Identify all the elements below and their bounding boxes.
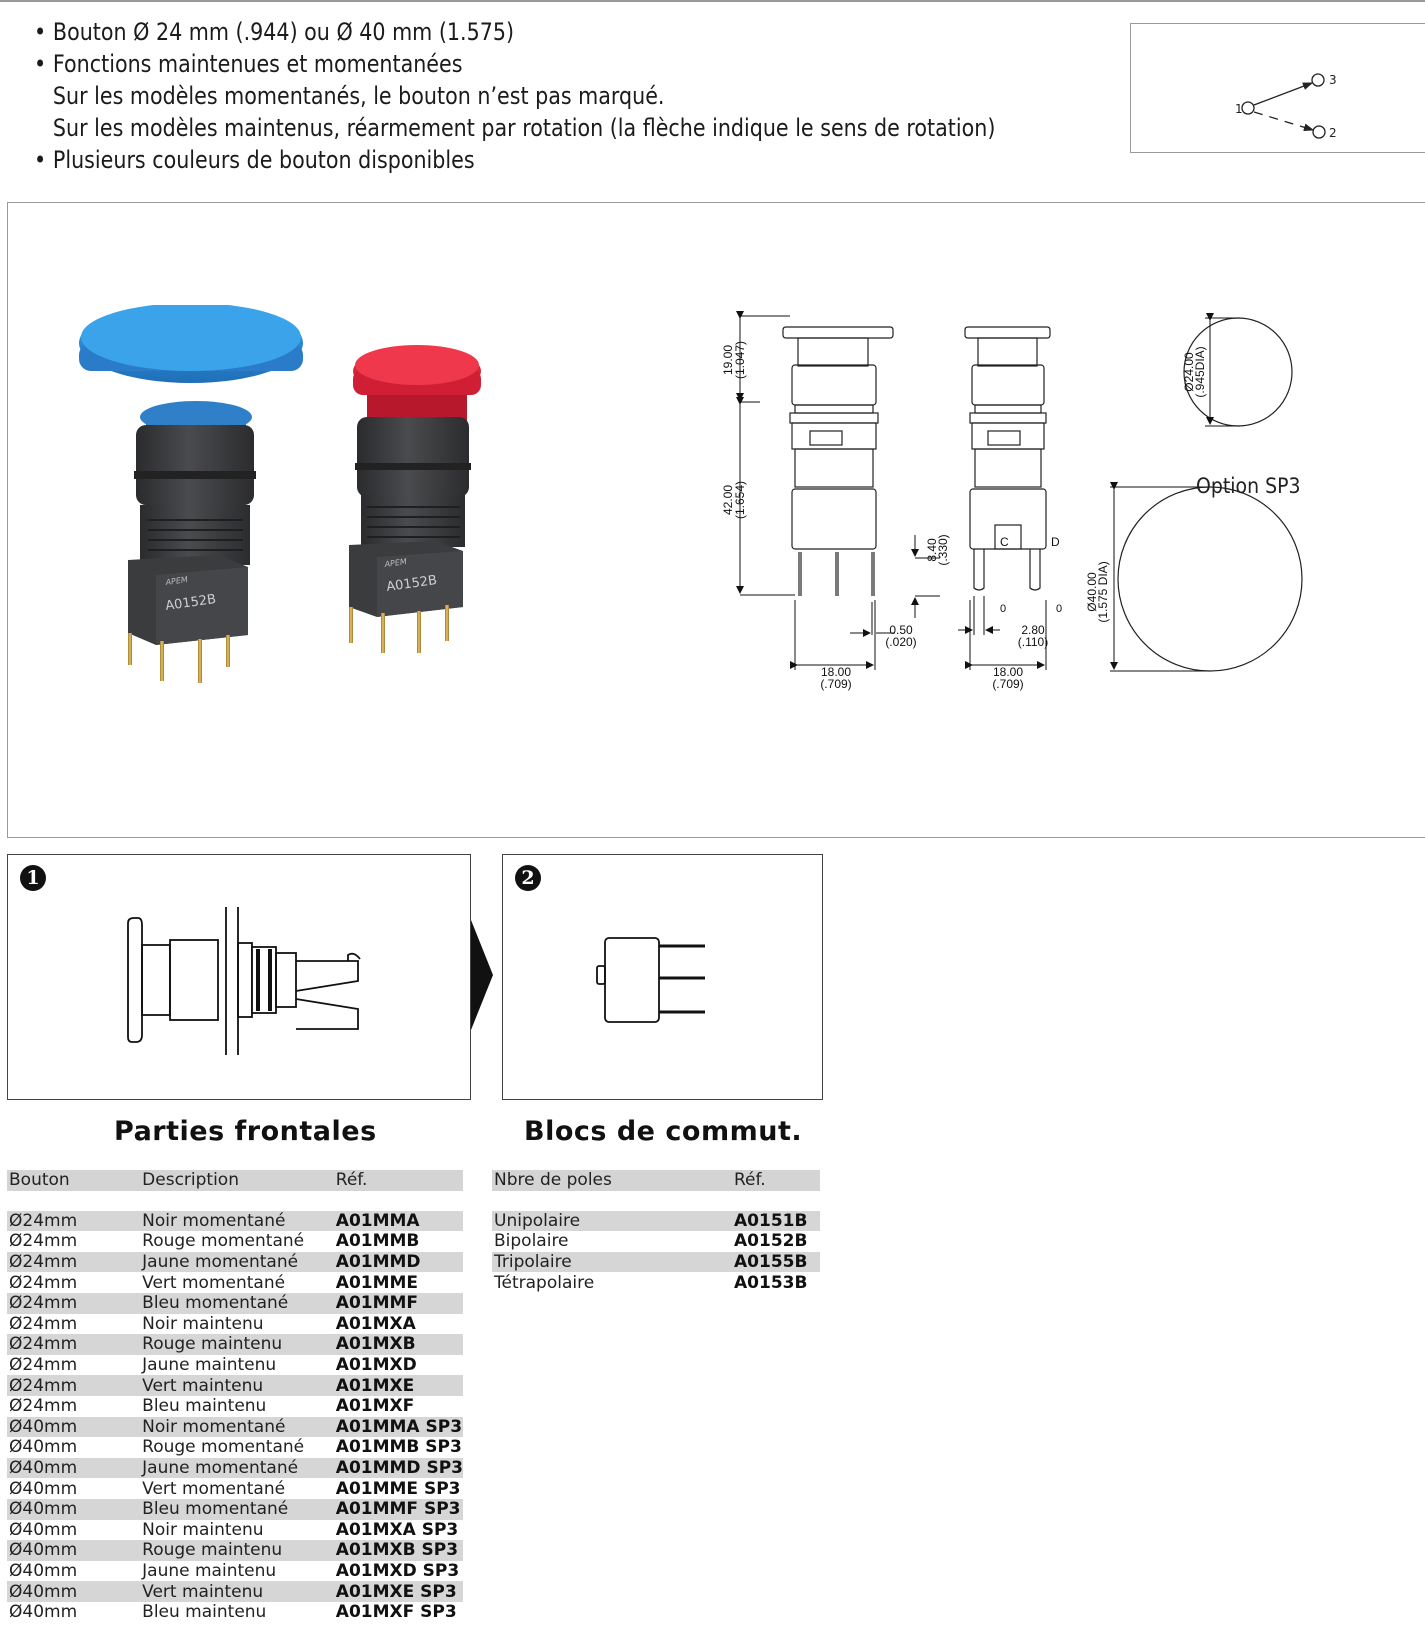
switch-block-row: [492, 1231, 820, 1252]
ref-cell: A01MME: [335, 1272, 419, 1293]
dim-body-height-inch: (1.654): [733, 480, 747, 520]
ref-cell: A01MME SP3: [335, 1478, 461, 1499]
table-cell: Noir maintenu: [142, 1519, 264, 1540]
front-part-row: [7, 1581, 463, 1602]
table-cell: Ø24mm: [9, 1293, 78, 1314]
step-1-number: 1: [20, 865, 46, 891]
ref-cell: A01MMF SP3: [335, 1499, 461, 1520]
table-cell: Bleu momentané: [142, 1293, 289, 1314]
ref-cell: A01MXA SP3: [335, 1519, 459, 1540]
ref-cell: A0151B: [734, 1210, 808, 1231]
table-cell: Jaune maintenu: [142, 1560, 277, 1581]
ref-cell: A01MXD SP3: [335, 1560, 460, 1581]
front-part-row: [7, 1293, 463, 1314]
table-spacer: [7, 1191, 463, 1211]
dim-dia-24-inch: (.945DIA): [1193, 346, 1207, 398]
front-part-row: [7, 1561, 463, 1582]
table-cell: Unipolaire: [494, 1210, 581, 1231]
front-part-row: [7, 1231, 463, 1252]
feature-bullet: • Plusieurs couleurs de bouton disponibles: [34, 144, 995, 176]
table-cell: Ø24mm: [9, 1210, 78, 1231]
front-part-drawing: [118, 905, 378, 1055]
col-header-ref: Réf.: [734, 1170, 766, 1191]
front-part-row: [7, 1499, 463, 1520]
ref-cell: A01MMB: [335, 1231, 420, 1252]
table-cell: Ø40mm: [9, 1560, 78, 1581]
table-cell: Vert maintenu: [142, 1375, 264, 1396]
table-cell: Ø24mm: [9, 1252, 78, 1273]
table-cell: Vert maintenu: [142, 1581, 264, 1602]
dim-width-front-mm: 18.00: [820, 665, 852, 679]
step-2-number: 2: [515, 865, 541, 891]
dim-dia-24-mm: Ø24.00: [1182, 352, 1196, 392]
schema-diagram: [1131, 24, 1425, 154]
feature-subline: Sur les modèles maintenus, réarmement par rotation (la flèche indique le sens de rotation): [52, 114, 996, 142]
dim-dia-40-inch: (1.575 DIA): [1096, 561, 1110, 623]
dia-40-circle: [1118, 487, 1302, 671]
dim-width-side-inch: (.709): [992, 677, 1024, 691]
switch-block-drawing: [593, 930, 723, 1030]
next-step-arrow-icon: [471, 920, 495, 1030]
front-part-row: [7, 1417, 463, 1438]
table-cell: Bleu maintenu: [142, 1396, 267, 1417]
terminal-c-label: C: [1000, 535, 1009, 549]
ref-cell: A01MXF: [335, 1396, 415, 1417]
table-cell: Ø40mm: [9, 1437, 78, 1458]
table-cell: Noir momentané: [142, 1210, 286, 1231]
table-cell: Vert momentané: [142, 1478, 286, 1499]
table-cell: Rouge momentané: [142, 1437, 305, 1458]
col-header-ref: Réf.: [335, 1170, 368, 1191]
ref-cell: A01MXA: [335, 1313, 416, 1334]
option-sp3-label: Option SP3: [1196, 474, 1301, 498]
table-cell: Ø40mm: [9, 1540, 78, 1561]
front-parts-header-row: [7, 1170, 463, 1191]
switch-block-row: [492, 1211, 820, 1232]
table-cell: Ø24mm: [9, 1334, 78, 1355]
front-part-row: [7, 1540, 463, 1561]
dim-width-front-inch: (.709): [820, 677, 852, 691]
dim-dia-40-mm: Ø40.00: [1085, 572, 1099, 612]
ref-cell: A01MMA SP3: [335, 1416, 463, 1437]
front-part-row: [7, 1437, 463, 1458]
table-cell: Noir maintenu: [142, 1313, 264, 1334]
front-part-row: [7, 1520, 463, 1541]
front-part-row: [7, 1602, 463, 1623]
terminal-d-mark: 0: [1056, 603, 1063, 615]
step-2-box: [502, 854, 823, 1100]
feature-bullet: • Bouton Ø 24 mm (.944) ou Ø 40 mm (1.575): [34, 16, 995, 48]
dim-pin-mm: 0.50: [889, 623, 913, 637]
ref-cell: A0155B: [734, 1252, 808, 1273]
dim-terminal-length-inch: (.330): [936, 534, 950, 566]
ref-cell: A01MXB SP3: [335, 1540, 459, 1561]
dim-terminal-length-mm: 8.40: [925, 538, 939, 562]
table-cell: Jaune momentané: [142, 1252, 299, 1273]
front-part-row: [7, 1211, 463, 1232]
blue-photo-marking: A0152B: [164, 592, 217, 614]
terminal-2-circle: [1313, 126, 1325, 138]
terminal-d-label: D: [1051, 535, 1060, 549]
dim-cap-height-inch: (1.047): [733, 340, 747, 380]
table-cell: Vert momentané: [142, 1272, 286, 1293]
switch-blocks-table: [492, 1170, 820, 1293]
ref-cell: A01MMA: [335, 1210, 420, 1231]
open-contact-line: [1254, 112, 1313, 130]
table-cell: Ø24mm: [9, 1375, 78, 1396]
switch-schema: [1130, 23, 1425, 153]
side-view: [965, 327, 1050, 590]
ref-cell: A01MMD: [335, 1252, 421, 1273]
front-part-row: [7, 1252, 463, 1273]
feature-subline: Sur les modèles momentanés, le bouton n’est pas marqué.: [52, 82, 665, 110]
front-part-row: [7, 1478, 463, 1499]
dim-cap-height-mm: 19.00: [721, 344, 735, 376]
table-cell: Tripolaire: [494, 1252, 572, 1273]
table-cell: Ø24mm: [9, 1313, 78, 1334]
ref-cell: A01MMF: [335, 1293, 419, 1314]
front-part-row: [7, 1355, 463, 1376]
blue-button-photo: [78, 305, 318, 695]
red-button-photo: [345, 345, 495, 685]
table-cell: Jaune maintenu: [142, 1355, 277, 1376]
terminal-1-label: 1: [1235, 102, 1243, 116]
ref-cell: A01MXE SP3: [335, 1581, 457, 1602]
front-part-row: [7, 1334, 463, 1355]
ref-cell: A01MMB SP3: [335, 1437, 462, 1458]
table-cell: Ø24mm: [9, 1272, 78, 1293]
switch-blocks-title: Blocs de commut.: [524, 1116, 803, 1147]
table-cell: Tétrapolaire: [494, 1272, 595, 1293]
dim-pin-inch: (.020): [885, 635, 917, 649]
feature-bullet: • Fonctions maintenues et momentanées: [34, 48, 995, 80]
front-view: [783, 327, 893, 596]
ref-cell: A01MXD: [335, 1355, 417, 1376]
table-cell: Ø40mm: [9, 1499, 78, 1520]
table-cell: Ø40mm: [9, 1602, 78, 1623]
switch-block-row: [492, 1272, 820, 1293]
ref-cell: A0152B: [734, 1231, 808, 1252]
red-photo-marking: A0152B: [385, 573, 438, 595]
table-cell: Rouge momentané: [142, 1231, 305, 1252]
feature-list: [34, 16, 995, 176]
ref-cell: A01MXE: [335, 1375, 415, 1396]
table-cell: Ø40mm: [9, 1416, 78, 1437]
blue-photo-brand: APEM: [165, 574, 189, 587]
terminal-3-label: 3: [1329, 73, 1337, 87]
table-cell: Bleu maintenu: [142, 1602, 267, 1623]
table-cell: Bipolaire: [494, 1231, 569, 1252]
ref-cell: A01MXB: [335, 1334, 416, 1355]
step-1-box: [7, 854, 471, 1100]
front-part-row: [7, 1314, 463, 1335]
terminal-c-mark: 0: [1000, 603, 1007, 615]
table-cell: Ø40mm: [9, 1458, 78, 1479]
table-cell: Rouge maintenu: [142, 1540, 283, 1561]
dim-body-height-mm: 42.00: [721, 484, 735, 516]
table-spacer: [492, 1191, 820, 1211]
dim-terminal-width-inch: (.110): [1017, 635, 1049, 649]
ref-cell: A01MMD SP3: [335, 1458, 463, 1479]
terminal-1-circle: [1242, 102, 1254, 114]
dim-terminal-width-mm: 2.80: [1021, 623, 1045, 637]
red-photo-brand: APEM: [384, 556, 408, 569]
front-parts-table: [7, 1170, 463, 1622]
table-cell: Noir momentané: [142, 1416, 286, 1437]
table-cell: Bleu momentané: [142, 1499, 289, 1520]
table-cell: Ø40mm: [9, 1478, 78, 1499]
ref-cell: A0153B: [734, 1272, 808, 1293]
col-header-poles: Nbre de poles: [494, 1170, 612, 1191]
switch-blocks-header-row: [492, 1170, 820, 1191]
table-cell: Jaune momentané: [142, 1458, 299, 1479]
ref-cell: A01MXF SP3: [335, 1602, 457, 1623]
technical-drawing: [700, 300, 1420, 700]
front-part-row: [7, 1272, 463, 1293]
table-cell: Ø24mm: [9, 1231, 78, 1252]
closed-contact-line: [1254, 83, 1312, 105]
table-cell: Rouge maintenu: [142, 1334, 283, 1355]
terminal-3-circle: [1312, 74, 1324, 86]
table-cell: Ø40mm: [9, 1581, 78, 1602]
top-rule: [0, 0, 1425, 2]
dim-width-side-mm: 18.00: [992, 665, 1024, 679]
terminal-2-label: 2: [1329, 126, 1337, 140]
front-part-row: [7, 1458, 463, 1479]
col-header-description: Description: [142, 1170, 239, 1191]
table-cell: Ø40mm: [9, 1519, 78, 1540]
front-parts-title: Parties frontales: [114, 1116, 377, 1147]
front-part-row: [7, 1375, 463, 1396]
table-cell: Ø24mm: [9, 1396, 78, 1417]
table-cell: Ø24mm: [9, 1355, 78, 1376]
switch-block-row: [492, 1252, 820, 1273]
front-part-row: [7, 1396, 463, 1417]
col-header-bouton: Bouton: [9, 1170, 70, 1191]
